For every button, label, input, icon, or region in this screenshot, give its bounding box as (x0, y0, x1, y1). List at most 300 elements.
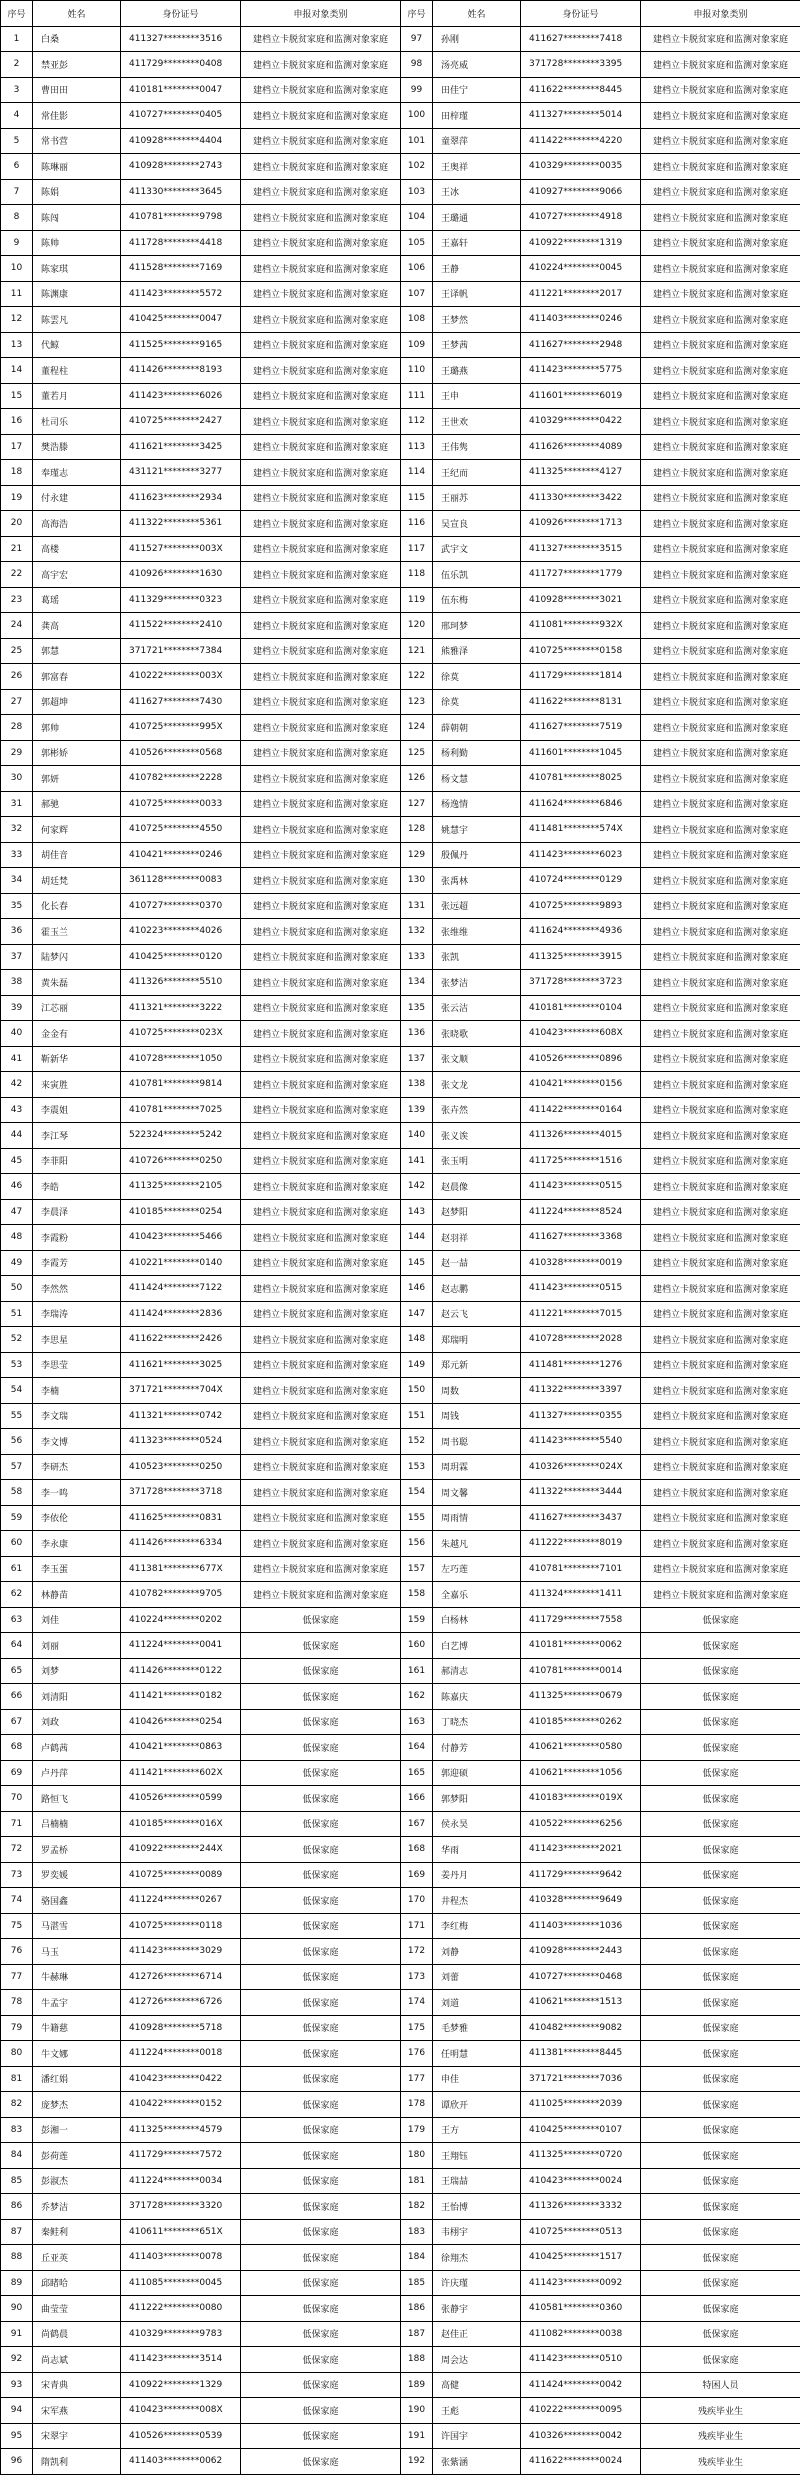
name-cell: 李红梅 (433, 1913, 521, 1939)
category-cell: 建档立卡脱贫家庭和监测对象家庭 (241, 460, 401, 486)
id-cell: 410781********7101 (521, 1556, 641, 1582)
name-cell: 潘红娟 (33, 2066, 121, 2092)
seq-cell: 31 (1, 791, 33, 817)
name-cell: 王璐燕 (433, 358, 521, 384)
name-cell: 张凯 (433, 944, 521, 970)
name-cell: 殷佩丹 (433, 842, 521, 868)
table-row (1, 307, 800, 333)
category-cell: 建档立卡脱贫家庭和监测对象家庭 (241, 664, 401, 690)
seq-cell: 15 (1, 383, 33, 409)
id-cell: 410223********4026 (121, 919, 241, 945)
id-cell: 411423********5540 (521, 1429, 641, 1455)
header-category-right: 申报对象类别 (641, 1, 800, 27)
name-cell: 骆国鑫 (33, 1888, 121, 1914)
seq-cell: 171 (401, 1913, 433, 1939)
name-cell: 张晓歌 (433, 1021, 521, 1047)
category-cell: 低保家庭 (241, 2449, 401, 2475)
id-cell: 411325********4579 (121, 2117, 241, 2143)
name-cell: 赵志鹏 (433, 1276, 521, 1302)
seq-cell: 56 (1, 1429, 33, 1455)
seq-cell: 139 (401, 1097, 433, 1123)
category-cell: 低保家庭 (641, 1913, 800, 1939)
header-seq-right: 序号 (401, 1, 433, 27)
name-cell: 申佳 (433, 2066, 521, 2092)
seq-cell: 102 (401, 154, 433, 180)
name-cell: 樊浩滕 (33, 434, 121, 460)
name-cell: 侯永昊 (433, 1811, 521, 1837)
name-cell: 禁亚彭 (33, 52, 121, 78)
name-cell: 刘佳 (33, 1607, 121, 1633)
category-cell: 低保家庭 (641, 2245, 800, 2271)
seq-cell: 182 (401, 2194, 433, 2220)
id-cell: 411222********8019 (521, 1531, 641, 1557)
seq-cell: 163 (401, 1709, 433, 1735)
seq-cell: 18 (1, 460, 33, 486)
name-cell: 郭帅 (33, 715, 121, 741)
id-cell: 411423********0510 (521, 2347, 641, 2373)
seq-cell: 119 (401, 587, 433, 613)
category-cell: 建档立卡脱贫家庭和监测对象家庭 (241, 52, 401, 78)
table-row (1, 868, 800, 894)
id-cell: 411627********2948 (521, 332, 641, 358)
name-cell: 高健 (433, 2372, 521, 2398)
name-cell: 王丽苏 (433, 485, 521, 511)
seq-cell: 42 (1, 1072, 33, 1098)
id-cell: 411522********2410 (121, 613, 241, 639)
table-row (1, 1735, 800, 1761)
category-cell: 低保家庭 (241, 1709, 401, 1735)
table-row (1, 103, 800, 129)
seq-cell: 90 (1, 2296, 33, 2322)
name-cell: 张远超 (433, 893, 521, 919)
seq-cell: 83 (1, 2117, 33, 2143)
name-cell: 李思莹 (33, 1352, 121, 1378)
id-cell: 411327********0355 (521, 1403, 641, 1429)
id-cell: 410927********9066 (521, 179, 641, 205)
category-cell: 建档立卡脱贫家庭和监测对象家庭 (241, 1531, 401, 1557)
id-cell: 410922********1319 (521, 230, 641, 256)
name-cell: 胡廷梵 (33, 868, 121, 894)
seq-cell: 20 (1, 511, 33, 537)
seq-cell: 129 (401, 842, 433, 868)
seq-cell: 117 (401, 536, 433, 562)
table-row (1, 2168, 800, 2194)
name-cell: 熊雅泽 (433, 638, 521, 664)
table-row (1, 1939, 800, 1965)
seq-cell: 96 (1, 2449, 33, 2475)
name-cell: 朱越凡 (433, 1531, 521, 1557)
category-cell: 特困人员 (641, 2372, 800, 2398)
seq-cell: 3 (1, 77, 33, 103)
category-cell: 建档立卡脱贫家庭和监测对象家庭 (241, 1327, 401, 1353)
seq-cell: 53 (1, 1352, 33, 1378)
category-cell: 建档立卡脱贫家庭和监测对象家庭 (641, 1276, 800, 1302)
category-cell: 低保家庭 (641, 2092, 800, 2118)
table-row (1, 689, 800, 715)
name-cell: 李瑞涛 (33, 1301, 121, 1327)
category-cell: 建档立卡脱贫家庭和监测对象家庭 (241, 1454, 401, 1480)
name-cell: 王瑞喆 (433, 2168, 521, 2194)
category-cell: 建档立卡脱贫家庭和监测对象家庭 (241, 128, 401, 154)
seq-cell: 75 (1, 1913, 33, 1939)
id-cell: 411421********0182 (121, 1684, 241, 1710)
seq-cell: 183 (401, 2219, 433, 2245)
category-cell: 建档立卡脱贫家庭和监测对象家庭 (241, 256, 401, 282)
category-cell: 建档立卡脱贫家庭和监测对象家庭 (241, 562, 401, 588)
category-cell: 建档立卡脱贫家庭和监测对象家庭 (641, 817, 800, 843)
id-cell: 410782********2228 (121, 766, 241, 792)
name-cell: 刘政 (33, 1709, 121, 1735)
table-row (1, 1123, 800, 1149)
seq-cell: 125 (401, 740, 433, 766)
name-cell: 龚高 (33, 613, 121, 639)
category-cell: 建档立卡脱贫家庭和监测对象家庭 (241, 485, 401, 511)
id-cell: 371721********7384 (121, 638, 241, 664)
id-cell: 411403********0078 (121, 2245, 241, 2271)
seq-cell: 165 (401, 1760, 433, 1786)
table-row (1, 1811, 800, 1837)
name-cell: 邢珂梦 (433, 613, 521, 639)
seq-cell: 174 (401, 1990, 433, 2016)
id-cell: 411729********7558 (521, 1607, 641, 1633)
table-row (1, 1021, 800, 1047)
category-cell: 建档立卡脱贫家庭和监测对象家庭 (241, 919, 401, 945)
seq-cell: 17 (1, 434, 33, 460)
seq-cell: 172 (401, 1939, 433, 1965)
category-cell: 建档立卡脱贫家庭和监测对象家庭 (241, 511, 401, 537)
name-cell: 杜司乐 (33, 409, 121, 435)
name-cell: 李文瑞 (33, 1403, 121, 1429)
id-cell: 412726********6714 (121, 1964, 241, 1990)
table-row (1, 842, 800, 868)
seq-cell: 101 (401, 128, 433, 154)
category-cell: 低保家庭 (241, 1939, 401, 1965)
id-cell: 410523********0250 (121, 1454, 241, 1480)
id-cell: 411729********1814 (521, 664, 641, 690)
id-cell: 411330********3422 (521, 485, 641, 511)
seq-cell: 82 (1, 2092, 33, 2118)
category-cell: 建档立卡脱贫家庭和监测对象家庭 (641, 919, 800, 945)
name-cell: 郭慧 (33, 638, 121, 664)
category-cell: 低保家庭 (641, 1658, 800, 1684)
id-cell: 411222********0080 (121, 2296, 241, 2322)
name-cell: 陈嘉庆 (433, 1684, 521, 1710)
seq-cell: 107 (401, 281, 433, 307)
name-cell: 罗奕媛 (33, 1862, 121, 1888)
id-cell: 411481********574X (521, 817, 641, 843)
table-row (1, 434, 800, 460)
header-row (1, 1, 800, 27)
id-cell: 411326********4015 (521, 1123, 641, 1149)
name-cell: 霍玉兰 (33, 919, 121, 945)
seq-cell: 9 (1, 230, 33, 256)
table-row (1, 2245, 800, 2271)
table-row (1, 1454, 800, 1480)
seq-cell: 49 (1, 1250, 33, 1276)
table-row (1, 970, 800, 996)
seq-cell: 113 (401, 434, 433, 460)
seq-cell: 89 (1, 2270, 33, 2296)
id-cell: 410423********5466 (121, 1225, 241, 1251)
name-cell: 任明慧 (433, 2041, 521, 2067)
seq-cell: 60 (1, 1531, 33, 1557)
category-cell: 建档立卡脱贫家庭和监测对象家庭 (241, 1301, 401, 1327)
name-cell: 李霞粉 (33, 1225, 121, 1251)
name-cell: 周玥霖 (433, 1454, 521, 1480)
table-row (1, 179, 800, 205)
category-cell: 低保家庭 (641, 2270, 800, 2296)
table-row (1, 995, 800, 1021)
seq-cell: 188 (401, 2347, 433, 2373)
category-cell: 建档立卡脱贫家庭和监测对象家庭 (241, 1582, 401, 1608)
category-cell: 低保家庭 (241, 1735, 401, 1761)
seq-cell: 27 (1, 689, 33, 715)
category-cell: 建档立卡脱贫家庭和监测对象家庭 (241, 1505, 401, 1531)
seq-cell: 68 (1, 1735, 33, 1761)
id-cell: 411423********0515 (521, 1174, 641, 1200)
seq-cell: 149 (401, 1352, 433, 1378)
name-cell: 李一鸣 (33, 1480, 121, 1506)
table-row (1, 2041, 800, 2067)
id-cell: 410326********024X (521, 1454, 641, 1480)
category-cell: 建档立卡脱贫家庭和监测对象家庭 (241, 307, 401, 333)
id-cell: 410328********9649 (521, 1888, 641, 1914)
category-cell: 建档立卡脱贫家庭和监测对象家庭 (641, 1174, 800, 1200)
name-cell: 葛瑶 (33, 587, 121, 613)
category-cell: 建档立卡脱贫家庭和监测对象家庭 (241, 740, 401, 766)
table-row (1, 409, 800, 435)
seq-cell: 116 (401, 511, 433, 537)
seq-cell: 85 (1, 2168, 33, 2194)
name-cell: 张梦洁 (433, 970, 521, 996)
name-cell: 王嘉轩 (433, 230, 521, 256)
id-cell: 411326********3332 (521, 2194, 641, 2220)
name-cell: 王奥祥 (433, 154, 521, 180)
id-cell: 411622********8445 (521, 77, 641, 103)
category-cell: 低保家庭 (641, 1862, 800, 1888)
name-cell: 陈家琪 (33, 256, 121, 282)
id-cell: 411381********677X (121, 1556, 241, 1582)
name-cell: 金金有 (33, 1021, 121, 1047)
name-cell: 李然然 (33, 1276, 121, 1302)
table-row (1, 1862, 800, 1888)
table-row (1, 740, 800, 766)
name-cell: 郑瑞明 (433, 1327, 521, 1353)
name-cell: 徐莫 (433, 664, 521, 690)
category-cell: 建档立卡脱贫家庭和监测对象家庭 (241, 205, 401, 231)
name-cell: 牛籍慈 (33, 2015, 121, 2041)
category-cell: 建档立卡脱贫家庭和监测对象家庭 (641, 1148, 800, 1174)
seq-cell: 112 (401, 409, 433, 435)
seq-cell: 159 (401, 1607, 433, 1633)
name-cell: 郭梦阳 (433, 1786, 521, 1812)
name-cell: 王怡博 (433, 2194, 521, 2220)
category-cell: 低保家庭 (641, 2041, 800, 2067)
id-cell: 411403********1036 (521, 1913, 641, 1939)
name-cell: 代鲸 (33, 332, 121, 358)
name-cell: 张义诶 (433, 1123, 521, 1149)
seq-cell: 126 (401, 766, 433, 792)
seq-cell: 148 (401, 1327, 433, 1353)
name-cell: 陈闯 (33, 205, 121, 231)
category-cell: 建档立卡脱贫家庭和监测对象家庭 (641, 383, 800, 409)
name-cell: 高海浩 (33, 511, 121, 537)
category-cell: 建档立卡脱贫家庭和监测对象家庭 (241, 383, 401, 409)
id-cell: 371721********704X (121, 1378, 241, 1404)
id-cell: 371728********3723 (521, 970, 641, 996)
category-cell: 低保家庭 (241, 1811, 401, 1837)
table-row (1, 281, 800, 307)
name-cell: 张维维 (433, 919, 521, 945)
table-row (1, 1505, 800, 1531)
table-row (1, 128, 800, 154)
id-cell: 410526********0568 (121, 740, 241, 766)
id-cell: 411224********0034 (121, 2168, 241, 2194)
name-cell: 牛孟宇 (33, 1990, 121, 2016)
table-row (1, 332, 800, 358)
name-cell: 周钱 (433, 1403, 521, 1429)
seq-cell: 141 (401, 1148, 433, 1174)
name-cell: 姚慧宇 (433, 817, 521, 843)
seq-cell: 178 (401, 2092, 433, 2118)
id-cell: 410328********0019 (521, 1250, 641, 1276)
seq-cell: 144 (401, 1225, 433, 1251)
id-cell: 410425********0107 (521, 2117, 641, 2143)
name-cell: 王梦然 (433, 307, 521, 333)
id-cell: 410928********5718 (121, 2015, 241, 2041)
seq-cell: 109 (401, 332, 433, 358)
seq-cell: 62 (1, 1582, 33, 1608)
id-cell: 410725********995X (121, 715, 241, 741)
seq-cell: 145 (401, 1250, 433, 1276)
id-cell: 410421********0863 (121, 1735, 241, 1761)
category-cell: 建档立卡脱贫家庭和监测对象家庭 (241, 434, 401, 460)
table-row (1, 1633, 800, 1659)
id-cell: 410724********0129 (521, 868, 641, 894)
category-cell: 建档立卡脱贫家庭和监测对象家庭 (641, 970, 800, 996)
seq-cell: 67 (1, 1709, 33, 1735)
category-cell: 建档立卡脱贫家庭和监测对象家庭 (641, 995, 800, 1021)
category-cell: 建档立卡脱贫家庭和监测对象家庭 (241, 154, 401, 180)
table-row (1, 944, 800, 970)
category-cell: 低保家庭 (241, 2143, 401, 2169)
seq-cell: 86 (1, 2194, 33, 2220)
name-cell: 牛赫琳 (33, 1964, 121, 1990)
id-cell: 411403********0246 (521, 307, 641, 333)
seq-cell: 191 (401, 2423, 433, 2449)
id-cell: 411627********3368 (521, 1225, 641, 1251)
name-cell: 卢鹤茜 (33, 1735, 121, 1761)
table-row (1, 613, 800, 639)
category-cell: 建档立卡脱贫家庭和监测对象家庭 (241, 944, 401, 970)
seq-cell: 48 (1, 1225, 33, 1251)
id-cell: 411423********3514 (121, 2347, 241, 2373)
seq-cell: 120 (401, 613, 433, 639)
seq-cell: 29 (1, 740, 33, 766)
name-cell: 王世欢 (433, 409, 521, 435)
table-row (1, 1072, 800, 1098)
seq-cell: 70 (1, 1786, 33, 1812)
id-cell: 410181********0104 (521, 995, 641, 1021)
table-row (1, 1352, 800, 1378)
category-cell: 建档立卡脱贫家庭和监测对象家庭 (241, 103, 401, 129)
category-cell: 低保家庭 (241, 1633, 401, 1659)
seq-cell: 99 (401, 77, 433, 103)
name-cell: 刘丽 (33, 1633, 121, 1659)
table-row (1, 154, 800, 180)
category-cell: 建档立卡脱贫家庭和监测对象家庭 (641, 332, 800, 358)
table-row (1, 893, 800, 919)
seq-cell: 160 (401, 1633, 433, 1659)
category-cell: 建档立卡脱贫家庭和监测对象家庭 (241, 1148, 401, 1174)
table-row (1, 1480, 800, 1506)
id-cell: 411624********6846 (521, 791, 641, 817)
id-cell: 410725********4550 (121, 817, 241, 843)
id-cell: 410482********9082 (521, 2015, 641, 2041)
seq-cell: 143 (401, 1199, 433, 1225)
category-cell: 低保家庭 (241, 1658, 401, 1684)
name-cell: 张静宇 (433, 2296, 521, 2322)
id-cell: 410928********2743 (121, 154, 241, 180)
name-cell: 徐翔杰 (433, 2245, 521, 2271)
id-cell: 410727********4918 (521, 205, 641, 231)
seq-cell: 142 (401, 1174, 433, 1200)
id-cell: 410425********0047 (121, 307, 241, 333)
header-name-right: 姓名 (433, 1, 521, 27)
category-cell: 低保家庭 (241, 2092, 401, 2118)
seq-cell: 51 (1, 1301, 33, 1327)
table-row (1, 2423, 800, 2449)
name-cell: 李震姐 (33, 1097, 121, 1123)
table-row (1, 26, 800, 52)
category-cell: 建档立卡脱贫家庭和监测对象家庭 (641, 562, 800, 588)
category-cell: 建档立卡脱贫家庭和监测对象家庭 (641, 358, 800, 384)
seq-cell: 92 (1, 2347, 33, 2373)
seq-cell: 164 (401, 1735, 433, 1761)
seq-cell: 55 (1, 1403, 33, 1429)
id-cell: 411622********8131 (521, 689, 641, 715)
table-row (1, 817, 800, 843)
category-cell: 建档立卡脱贫家庭和监测对象家庭 (641, 26, 800, 52)
seq-cell: 63 (1, 1607, 33, 1633)
name-cell: 李玉蛋 (33, 1556, 121, 1582)
category-cell: 建档立卡脱贫家庭和监测对象家庭 (641, 1225, 800, 1251)
id-cell: 411481********1276 (521, 1352, 641, 1378)
name-cell: 王璐通 (433, 205, 521, 231)
seq-cell: 95 (1, 2423, 33, 2449)
seq-cell: 35 (1, 893, 33, 919)
id-cell: 410581********0360 (521, 2296, 641, 2322)
id-cell: 410725********0158 (521, 638, 641, 664)
id-cell: 411322********3397 (521, 1378, 641, 1404)
id-cell: 411025********2039 (521, 2092, 641, 2118)
seq-cell: 88 (1, 2245, 33, 2271)
id-cell: 411421********602X (121, 1760, 241, 1786)
category-cell: 低保家庭 (641, 2296, 800, 2322)
id-cell: 411321********0742 (121, 1403, 241, 1429)
name-cell: 胡佳音 (33, 842, 121, 868)
category-cell: 低保家庭 (641, 1607, 800, 1633)
id-cell: 411327********3516 (121, 26, 241, 52)
seq-cell: 4 (1, 103, 33, 129)
name-cell: 汤亮威 (433, 52, 521, 78)
table-row (1, 1888, 800, 1914)
name-cell: 邱睹哈 (33, 2270, 121, 2296)
category-cell: 低保家庭 (641, 1709, 800, 1735)
name-cell: 郭超坤 (33, 689, 121, 715)
category-cell: 低保家庭 (241, 1990, 401, 2016)
category-cell: 建档立卡脱贫家庭和监测对象家庭 (241, 1556, 401, 1582)
